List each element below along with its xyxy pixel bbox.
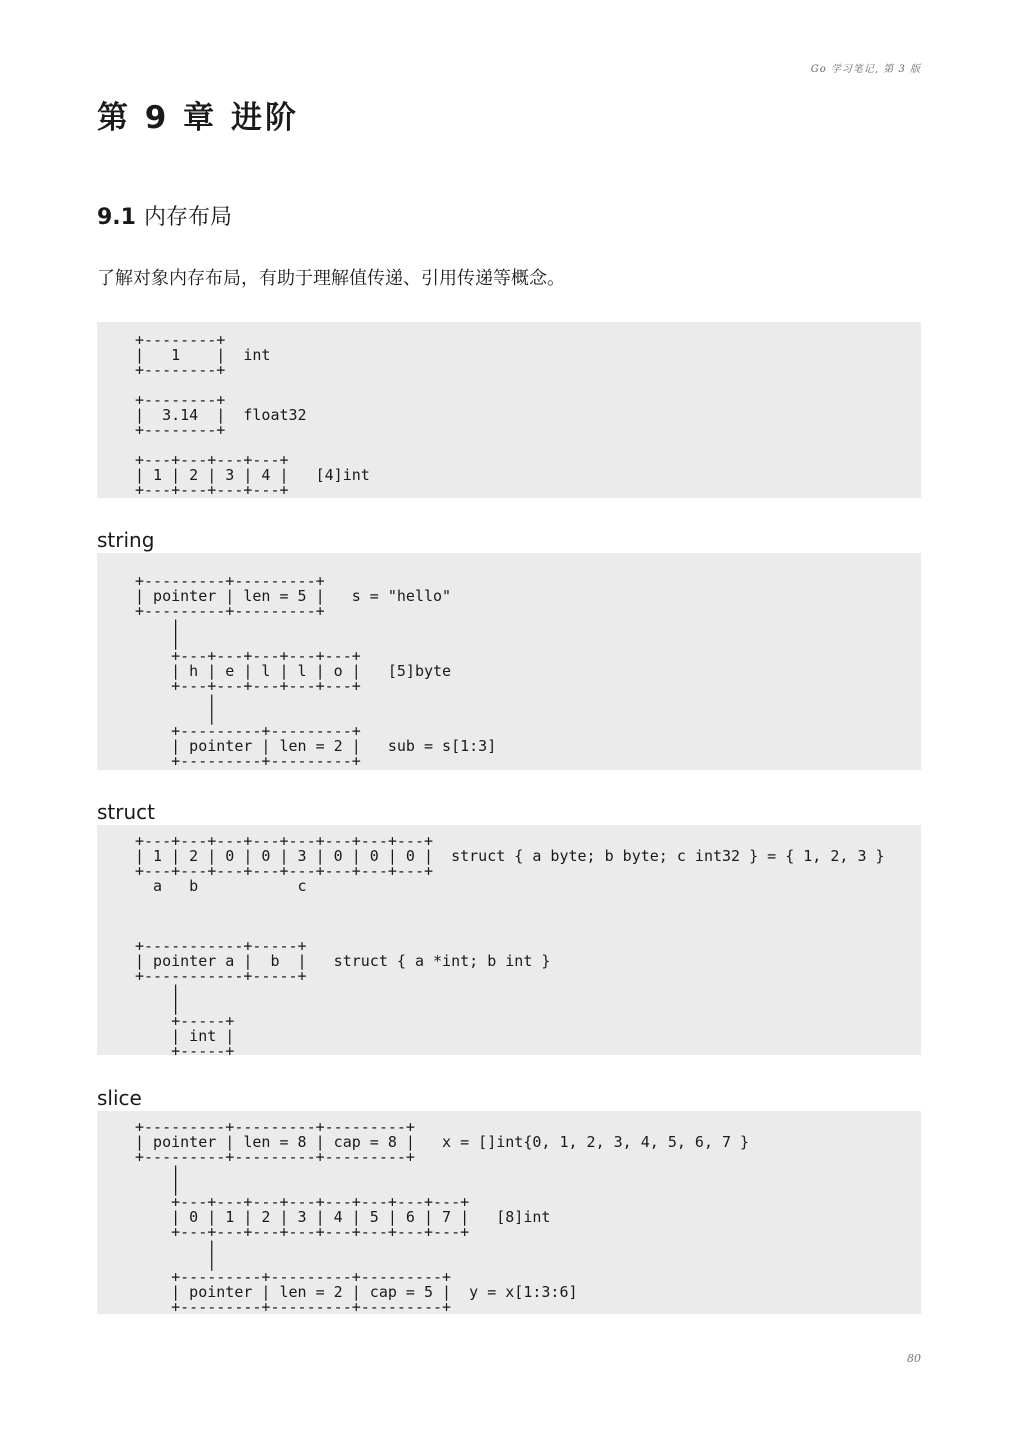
struct-diagram: +---+---+---+---+---+---+---+---+ | 1 | 2 | 0 | 0 | 3 | 0 | 0 | 0 | struct { a byte; b byte; c int32 } = { 1, 2, 3 } +---+---+---+---+---+---+---+---+ a b c +-----------+-----+ | pointer a | b | struct { a *int; b int } +-----------+-----+ | | +-----+ | int | +-----+ [135,832,885,1060]
section-title [97,200,232,231]
section-number: 9.1 [97,205,136,230]
slice-code-block [97,1111,921,1314]
string-diagram: +---------+---------+ | pointer | len = 5 | s = "hello" +---------+---------+ | | +---+---+---+---+---+ | h | e | l | l | o | [5]byte +---+---+---+---+---+ | | +---------+---------+ | pointer | len = 2 | sub = s[1:3] +---------+---------+ [135,572,497,770]
chapter-title: 第 9 章 进阶 [97,100,299,136]
running-header: Go 学习笔记, 第 3 版 [810,64,921,75]
intro-paragraph: 了解对象内存布局，有助于理解值传递、引用传递等概念。 [97,268,565,289]
slice-diagram: +---------+---------+---------+ | pointer | len = 8 | cap = 8 | x = []int{0, 1, 2, 3, 4, 5, 6, 7 } +---------+---------+---------+ | | +---+---+---+---+---+---+---+---+ | 0 | 1 | 2 | 3 | 4 | 5 | 6 | 7 | [8]int +---+---+---+---+---+---+---+---+ | | +---------+---------+---------+ | pointer | len = 2 | cap = 5 | y = x[1:3:6] +---------+---------+---------+ [135,1118,750,1316]
basic-types-code-block [97,322,921,498]
basic-types-diagram: +--------+ | 1 | int +--------+ +--------+ | 3.14 | float32 +--------+ +---+---+---+---+ | 1 | 2 | 3 | 4 | [4]int +---+---+---+---+ [135,331,370,499]
string-heading: string [97,528,155,552]
slice-heading: slice [97,1086,142,1110]
struct-heading: struct [97,800,155,824]
struct-code-block [97,825,921,1060]
section-name: 内存布局 [143,205,232,230]
string-code-block [97,553,921,770]
page-number: 80 [907,1352,921,1365]
